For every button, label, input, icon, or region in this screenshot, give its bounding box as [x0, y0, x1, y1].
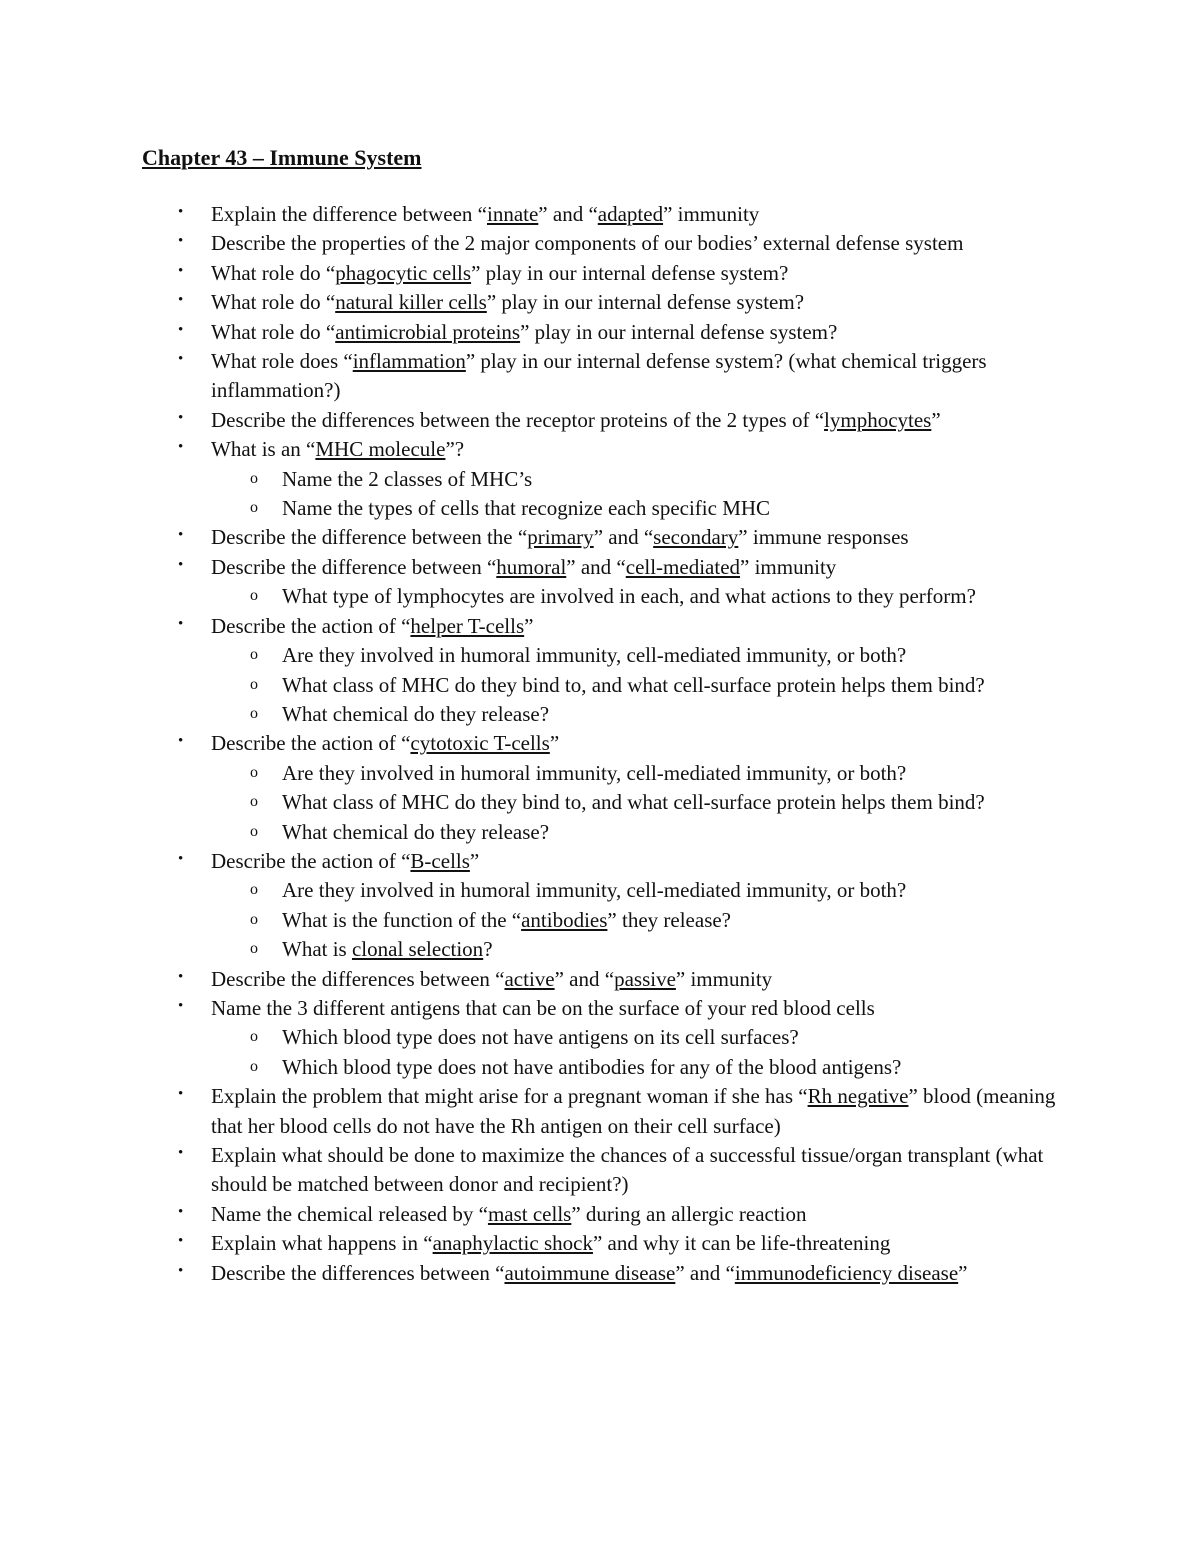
item-text [211, 967, 772, 991]
item-text [211, 261, 788, 285]
text-run: ” blood (meaning that her blood cells do not have the Rh antigen on their cell surface) [211, 1084, 1056, 1138]
text-run: ” play in our internal defense system? [520, 319, 838, 344]
underlined-term: autoimmune disease [504, 1260, 676, 1285]
list-item [0, 347, 1200, 406]
text-run: Name the 3 different antigens that can be on the surface of your red blood cells [211, 995, 875, 1020]
hollow-bullet-icon: o [250, 675, 258, 693]
text-run: What class of MHC do they bind to, and what cell-surface protein helps them bind? [282, 672, 985, 697]
underlined-term: antibodies [521, 907, 608, 932]
hollow-bullet-icon: o [250, 587, 258, 605]
item-text [211, 1261, 967, 1285]
hollow-bullet-icon: o [250, 704, 258, 722]
item-text [211, 231, 963, 255]
text-run: ” and “ [675, 1260, 735, 1285]
text-run: Name the types of cells that recognize each specific MHC [282, 496, 771, 521]
bullet-icon: • [178, 409, 184, 426]
item-text [211, 320, 837, 344]
item-text [211, 408, 941, 432]
text-run: ” play in our internal defense system? [471, 260, 789, 285]
item-text [211, 290, 804, 314]
underlined-term: antimicrobial proteins [335, 319, 521, 344]
item-text [211, 1231, 890, 1255]
list-item [0, 612, 1200, 641]
underlined-term: mast cells [487, 1201, 572, 1226]
item-text [282, 790, 985, 814]
item-text [211, 1202, 807, 1226]
underlined-term: clonal selection [351, 937, 484, 962]
item-text [211, 614, 533, 638]
underlined-term: Rh negative [807, 1084, 909, 1109]
text-run: Are they involved in humoral immunity, cell-mediated immunity, or both? [282, 878, 907, 903]
text-run: ” immunity [663, 202, 760, 226]
underlined-term: anaphylactic shock [432, 1231, 593, 1256]
bullet-icon: • [178, 262, 184, 279]
hollow-bullet-icon: o [250, 1057, 258, 1075]
question-list [0, 200, 1200, 1288]
item-text [282, 820, 549, 844]
text-run: Name the chemical released by “ [211, 1201, 488, 1226]
text-run: ” immune responses [738, 525, 909, 550]
hollow-bullet-icon: o [250, 763, 258, 781]
underlined-term: cytotoxic T-cells [410, 731, 550, 756]
underlined-term: primary [527, 525, 594, 550]
text-run: Explain the problem that might arise for a pregnant woman if she has “ [211, 1084, 808, 1109]
item-text [211, 437, 464, 461]
text-run: What is [282, 937, 352, 962]
list-item [0, 1141, 1200, 1200]
bullet-icon: • [178, 615, 184, 632]
item-text [211, 849, 479, 873]
sub-list-item [0, 494, 1200, 523]
sub-list-item [0, 935, 1200, 964]
underlined-term: adapted [597, 202, 664, 226]
list-item [0, 318, 1200, 347]
underlined-term: phagocytic cells [335, 260, 472, 285]
text-run: Describe the properties of the 2 major components of our bodies’ external defense system [211, 231, 964, 256]
bullet-icon: • [178, 1203, 184, 1220]
item-text [282, 702, 549, 726]
sub-list-item [0, 876, 1200, 905]
bullet-icon: • [178, 439, 184, 456]
item-text [282, 761, 906, 785]
list-item [0, 994, 1200, 1023]
text-run: ” play in our internal defense system? (what chemical triggers inflammation?) [211, 349, 987, 403]
item-text [211, 525, 909, 549]
item-text [282, 673, 985, 697]
text-run: What is an “ [211, 437, 316, 462]
item-text [211, 349, 987, 402]
item-text [282, 1055, 901, 1079]
text-run: ” [469, 848, 480, 873]
list-item [0, 435, 1200, 464]
sub-list-item [0, 1053, 1200, 1082]
bullet-icon: • [178, 968, 184, 985]
list-item [0, 1200, 1200, 1229]
hollow-bullet-icon: o [250, 1028, 258, 1046]
item-text [211, 1084, 1055, 1137]
list-item [0, 259, 1200, 288]
bullet-icon: • [178, 1233, 184, 1250]
list-item [0, 1082, 1200, 1141]
text-run: ” they release? [607, 907, 732, 932]
bullet-icon: • [178, 292, 184, 309]
sub-list-item [0, 465, 1200, 494]
text-run: What role does “ [211, 349, 353, 374]
item-text [282, 937, 493, 961]
bullet-icon: • [178, 1145, 184, 1161]
list-item [0, 406, 1200, 435]
underlined-term: innate [486, 202, 539, 226]
item-text [211, 996, 875, 1020]
bullet-icon: • [178, 351, 184, 368]
list-item [0, 847, 1200, 876]
text-run: ” [524, 613, 534, 638]
sub-list-item [0, 906, 1200, 935]
text-run: Explain the difference between “ [211, 202, 487, 226]
sub-list-item [0, 788, 1200, 817]
text-run: Describe the differences between the receptor proteins of the 2 types of “ [211, 407, 825, 432]
item-text [282, 908, 731, 932]
sub-list-item [0, 759, 1200, 788]
text-run: What class of MHC do they bind to, and what cell-surface protein helps them bind? [282, 790, 985, 815]
text-run: Describe the action of “ [211, 613, 411, 638]
underlined-term: active [504, 966, 555, 991]
list-item [0, 288, 1200, 317]
text-run: What chemical do they release? [282, 701, 550, 726]
list-item [0, 1229, 1200, 1258]
text-run: Describe the differences between “ [211, 966, 505, 991]
hollow-bullet-icon: o [250, 822, 258, 840]
hollow-bullet-icon: o [250, 881, 258, 899]
text-run: ” and why it can be life-threatening [592, 1231, 891, 1256]
item-text [282, 1025, 799, 1049]
bullet-icon: • [178, 850, 184, 867]
text-run: What type of lymphocytes are involved in each, and what actions to they perform? [282, 584, 976, 609]
list-item [0, 553, 1200, 582]
text-run: ? [483, 937, 493, 962]
bullet-icon: • [178, 204, 184, 220]
item-text [282, 878, 906, 902]
bullet-icon: • [178, 556, 184, 573]
underlined-term: cell-mediated [625, 554, 741, 579]
text-run: What role do “ [211, 290, 336, 315]
hollow-bullet-icon: o [250, 646, 258, 664]
underlined-term: B-cells [410, 848, 470, 873]
text-run: ” immunity [675, 966, 773, 991]
sub-list-item [0, 671, 1200, 700]
item-text [282, 496, 770, 520]
text-run: Are they involved in humoral immunity, cell-mediated immunity, or both? [282, 643, 907, 668]
item-text [282, 584, 976, 608]
sub-list-item [0, 582, 1200, 611]
text-run: Which blood type does not have antibodies for any of the blood antigens? [282, 1054, 902, 1079]
item-text [211, 731, 559, 755]
hollow-bullet-icon: o [250, 793, 258, 811]
bullet-icon: • [178, 1086, 184, 1103]
text-run: ” and “ [554, 966, 615, 991]
sub-list-item [0, 1023, 1200, 1052]
text-run: Describe the action of “ [211, 731, 411, 756]
bullet-icon: • [178, 321, 184, 338]
text-run: ”? [445, 437, 465, 462]
text-run: What role do “ [211, 260, 336, 285]
list-item [0, 523, 1200, 552]
text-run: What is the function of the “ [282, 907, 522, 932]
text-run: ” and “ [566, 554, 626, 579]
hollow-bullet-icon: o [250, 910, 258, 928]
text-run: ” [931, 407, 941, 432]
item-text [211, 555, 836, 579]
text-run: Explain what should be done to maximize the chances of a successful tissue/organ transplant (what should be matched between donor and recipient?) [211, 1143, 1044, 1197]
text-run: Which blood type does not have antigens on its cell surfaces? [282, 1025, 799, 1050]
text-run: What role do “ [211, 319, 336, 344]
text-run: What chemical do they release? [282, 819, 550, 844]
sub-list-item [0, 818, 1200, 847]
underlined-term: inflammation [352, 349, 466, 374]
item-text [282, 467, 532, 491]
sub-list-item [0, 641, 1200, 670]
hollow-bullet-icon: o [250, 499, 258, 517]
underlined-term: secondary [653, 525, 739, 550]
list-item [0, 200, 1200, 229]
bullet-icon: • [178, 233, 184, 250]
underlined-term: passive [614, 966, 676, 991]
underlined-term: helper T-cells [410, 613, 525, 638]
list-item [0, 1259, 1200, 1288]
list-item [0, 965, 1200, 994]
bullet-icon: • [178, 997, 184, 1014]
bullet-icon: • [178, 527, 184, 544]
text-run: ” [958, 1260, 968, 1285]
page-title: Chapter 43 – Immune System [142, 145, 422, 170]
underlined-term: lymphocytes [824, 407, 932, 432]
bullet-icon: • [178, 733, 184, 750]
list-item [0, 729, 1200, 758]
text-run: Describe the difference between “ [211, 554, 497, 579]
item-text [211, 1143, 1043, 1196]
item-text [211, 202, 759, 226]
hollow-bullet-icon: o [250, 469, 258, 487]
hollow-bullet-icon: o [250, 940, 258, 958]
underlined-term: natural killer cells [335, 290, 487, 315]
text-run: Name the 2 classes of MHC’s [282, 466, 533, 491]
text-run: Describe the difference between the “ [211, 525, 528, 550]
text-run: ” and “ [593, 525, 654, 550]
text-run: ” play in our internal defense system? [486, 290, 805, 315]
text-run: ” immunity [740, 554, 837, 579]
sub-list-item [0, 700, 1200, 729]
text-run: Are they involved in humoral immunity, cell-mediated immunity, or both? [282, 760, 907, 785]
underlined-term: humoral [496, 554, 567, 579]
text-run: ” [549, 731, 560, 756]
text-run: Describe the action of “ [211, 848, 411, 873]
item-text [282, 643, 906, 667]
underlined-term: immunodeficiency disease [734, 1260, 959, 1285]
text-run: Describe the differences between “ [211, 1260, 505, 1285]
text-run: Explain what happens in “ [211, 1231, 433, 1256]
text-run: ” during an allergic reaction [571, 1201, 807, 1226]
bullet-icon: • [178, 1262, 184, 1279]
underlined-term: MHC molecule [315, 437, 446, 462]
list-item [0, 229, 1200, 258]
text-run: ” and “ [538, 202, 598, 226]
